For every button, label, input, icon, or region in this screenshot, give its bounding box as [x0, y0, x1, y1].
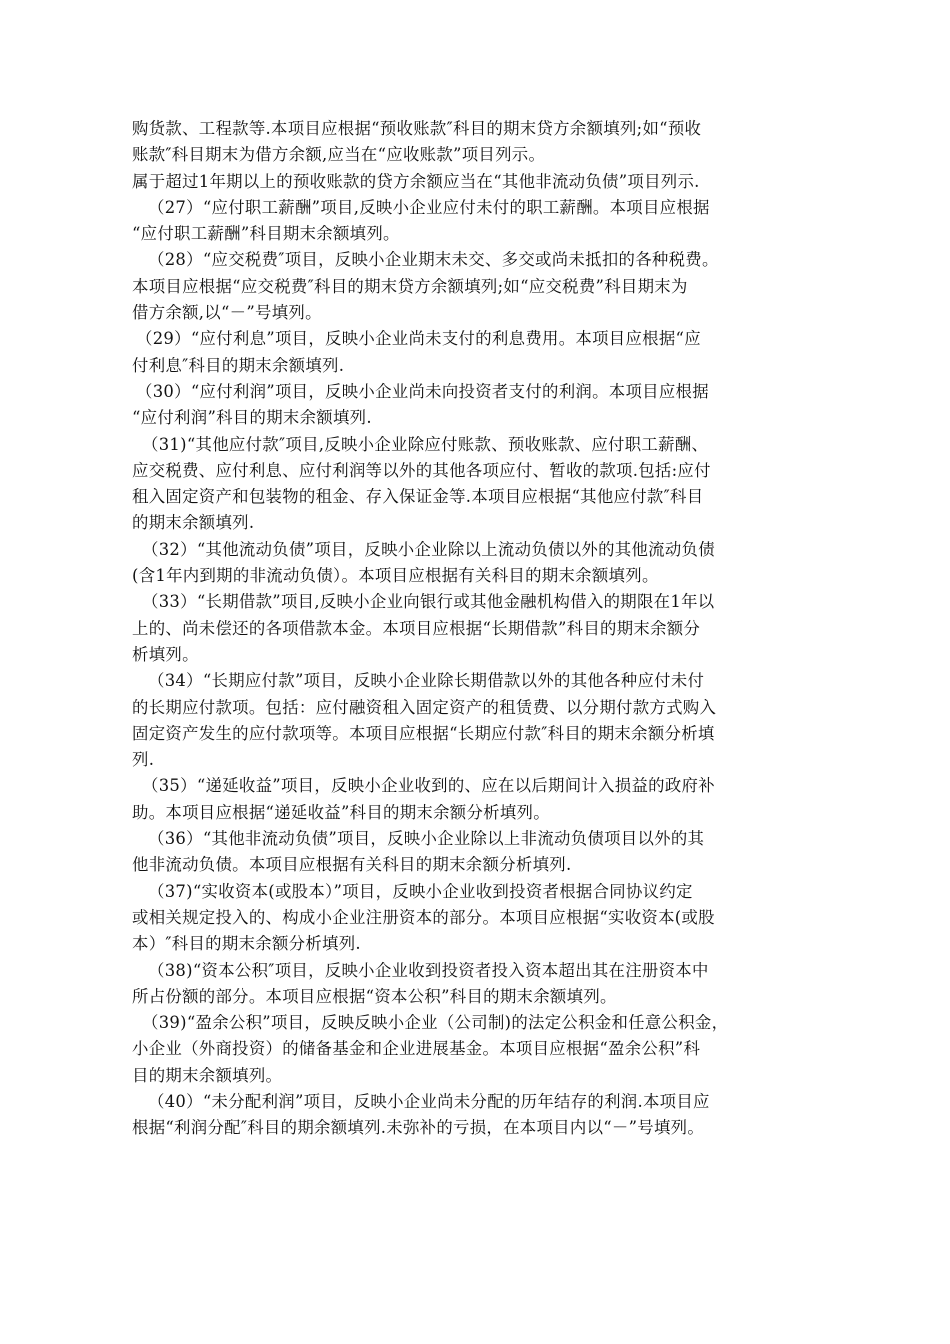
- text-line: （29）“应付利息”项目，反映小企业尚未支付的利息费用。本项目应根据“应: [136, 329, 701, 349]
- text-line: 小企业（外商投资）的储备基金和企业进展基金。本项目应根据“盈余公积”科: [132, 1039, 701, 1059]
- text-line: （36）“其他非流动负债”项目，反映小企业除以上非流动负债项目以外的其: [148, 829, 705, 849]
- text-line: （39)“盈余公积”项目，反映反映小企业（公司制)的法定公积金和任意公积金，: [142, 1013, 729, 1033]
- text-line: 助。本项目应根据“递延收益”科目的期末余额分析填列。: [132, 802, 550, 822]
- text-line: “应付利润”科目的期末余额填列.: [132, 408, 372, 428]
- text-line: （35）“递延收益”项目，反映小企业收到的、应在以后期间计入损益的政府补: [142, 776, 715, 796]
- text-line: 的期末余额填列.: [132, 513, 255, 533]
- text-line: (含1年内到期的非流动负债）。本项目应根据有关科目的期末余额填列。: [132, 566, 659, 586]
- text-line: （32）“其他流动负债”项目，反映小企业除以上流动负债以外的其他流动负债: [142, 539, 715, 559]
- text-line: （37)“实收资本(或股本）”项目，反映小企业收到投资者根据合同协议约定: [148, 881, 693, 901]
- text-line: （34）“长期应付款”项目，反映小企业除长期借款以外的其他各种应付未付: [148, 671, 705, 691]
- text-line: 所占份额的部分。本项目应根据“资本公积”科目的期末余额填列。: [132, 986, 617, 1006]
- text-line: （33）“长期借款”项目,反映小企业向银行或其他金融机构借入的期限在1年以: [142, 592, 715, 612]
- text-line: 目的期末余额填列。: [132, 1065, 283, 1085]
- text-line: 属于超过1年期以上的预收账款的贷方余额应当在“其他非流动负债”项目列示.: [132, 171, 700, 191]
- text-line: 本项目应根据“应交税费″科目的期末贷方余额填列;如“应交税费”科目期末为: [132, 276, 688, 296]
- text-line: 借方余额,以“－”号填列。: [132, 303, 322, 323]
- text-line: （40）“未分配利润”项目，反映小企业尚未分配的历年结存的利润.本项目应: [148, 1091, 710, 1111]
- text-line: （30）“应付利润”项目，反映小企业尚未向投资者支付的利润。本项目应根据: [136, 381, 709, 401]
- text-line: 上的、尚未偿还的各项借款本金。本项目应根据“长期借款”科目的期末余额分: [132, 618, 701, 638]
- text-line: 析填列。: [132, 644, 199, 664]
- text-line: 或相关规定投入的、构成小企业注册资本的部分。本项目应根据“实收资本(或股: [132, 907, 715, 927]
- text-line: 账款″科目期末为借方余额,应当在“应收账款”项目列示。: [132, 145, 546, 165]
- text-line: 他非流动负债。本项目应根据有关科目的期末余额分析填列.: [132, 855, 572, 875]
- text-line: 固定资产发生的应付款项等。本项目应根据“长期应付款″科目的期末余额分析填: [132, 723, 715, 743]
- text-line: 付利息″科目的期末余额填列.: [132, 355, 345, 375]
- text-line: （31)“其他应付款″项目,反映小企业除应付账款、预收账款、应付职工薪酬、: [142, 434, 709, 454]
- text-line: 根据“利润分配″科目的期余额填列.未弥补的亏损，在本项目内以“－”号填列。: [132, 1118, 705, 1138]
- text-line: 应交税费、应付利息、应付利润等以外的其他各项应付、暂收的款项.包括:应付: [132, 460, 711, 480]
- text-line: 列.: [132, 750, 155, 770]
- text-line: “应付职工薪酬”科目期末余额填列。: [132, 224, 400, 244]
- text-line: 本）″科目的期末余额分析填列.: [132, 934, 361, 954]
- text-line: 租入固定资产和包装物的租金、存入保证金等.本项目应根据“其他应付款″科目: [132, 487, 704, 507]
- text-line: （28）“应交税费″项目，反映小企业期末未交、多交或尚未抵扣的各种税费。: [148, 250, 719, 270]
- document-body: [132, 116, 822, 1142]
- text-line: （38)“资本公积″项目，反映小企业收到投资者投入资本超出其在注册资本中: [148, 960, 709, 980]
- text-line: 的长期应付款项。包括：应付融资租入固定资产的租赁费、以分期付款方式购入: [132, 697, 717, 717]
- text-line: 购货款、工程款等.本项目应根据“预收账款″科目的期末贷方余额填列;如“预收: [132, 119, 702, 138]
- text-line: （27）“应付职工薪酬”项目,反映小企业应付未付的职工薪酬。本项目应根据: [148, 197, 710, 217]
